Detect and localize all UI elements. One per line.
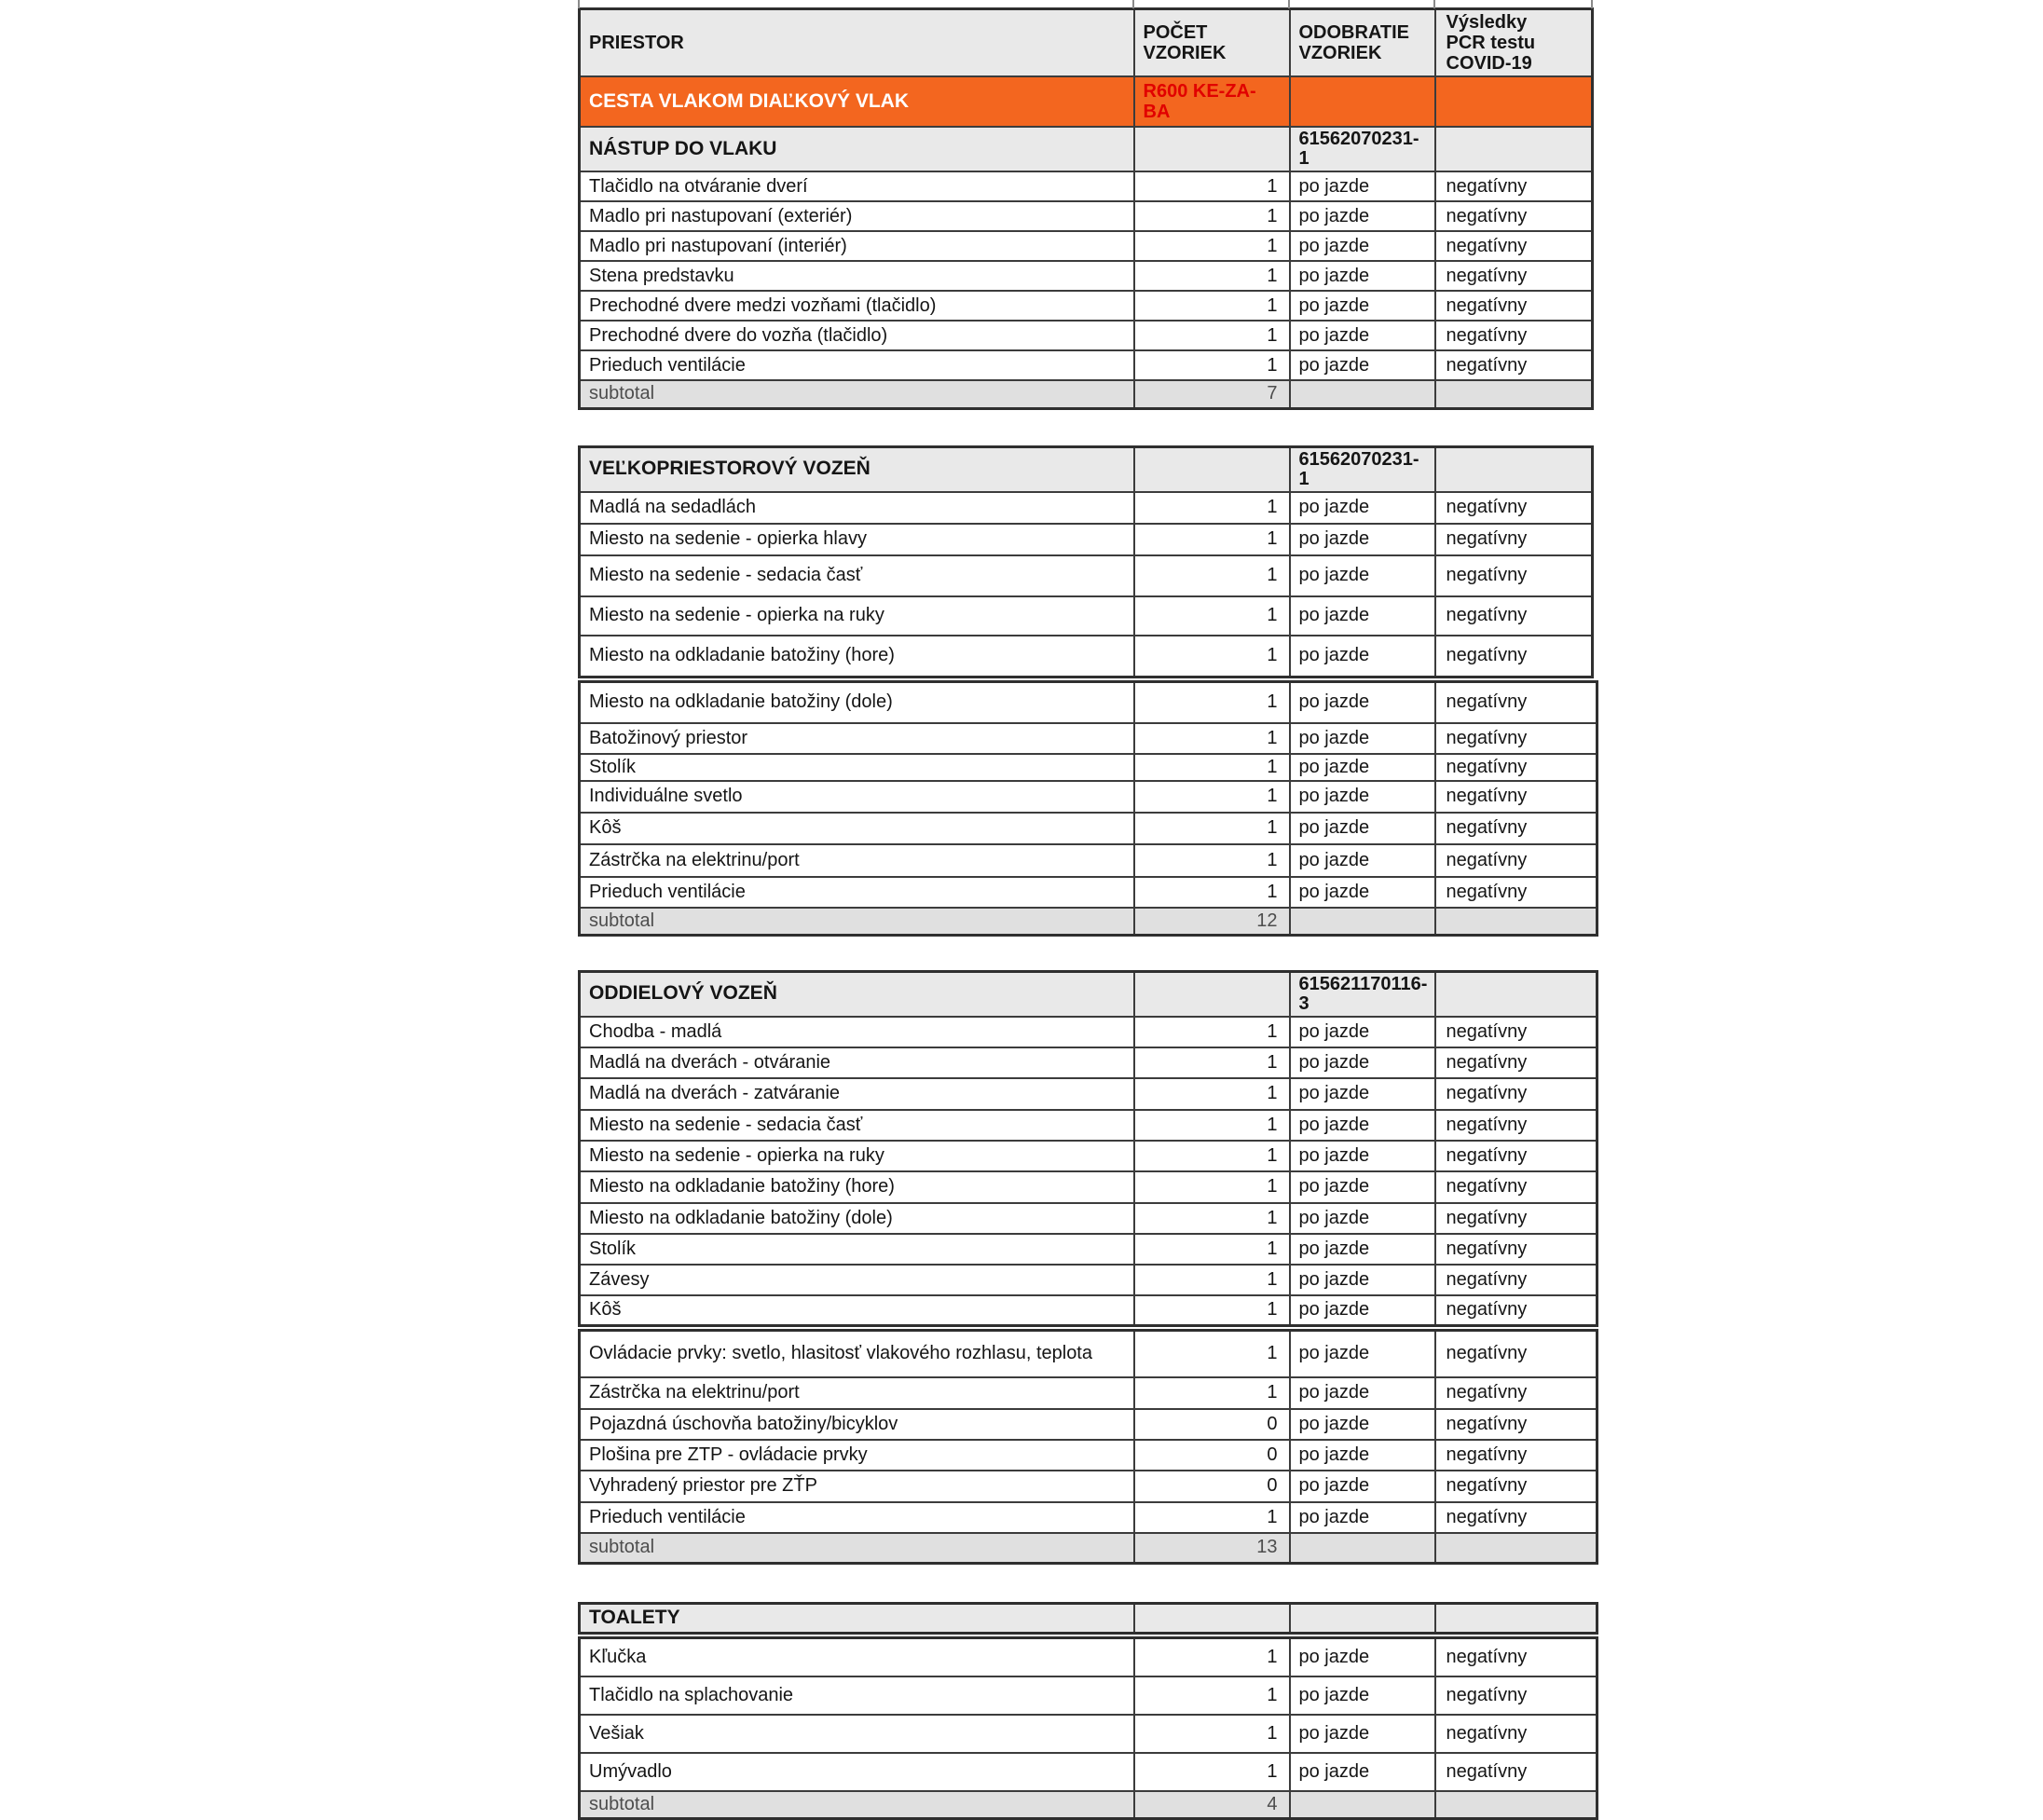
table-row <box>580 1676 1597 1715</box>
section-title: ODDIELOVÝ VOZEŇ <box>580 971 1134 1017</box>
sampling-time: po jazde <box>1290 844 1435 877</box>
sample-count: 1 <box>1134 1234 1290 1265</box>
table-row <box>580 261 1593 291</box>
section-title: NÁSTUP DO VLAKU <box>580 127 1134 171</box>
sampling-time: po jazde <box>1290 1331 1435 1377</box>
pcr-result: negatívny <box>1435 1440 1597 1471</box>
pcr-result: negatívny <box>1435 291 1593 321</box>
item-label: Madlá na sedadlách <box>580 492 1134 524</box>
table-row <box>580 1017 1597 1047</box>
sample-count: 1 <box>1134 1203 1290 1234</box>
sample-count: 1 <box>1134 844 1290 877</box>
subtotal-label: subtotal <box>580 1533 1134 1564</box>
table-row <box>580 1409 1597 1440</box>
sample-count: 1 <box>1134 1110 1290 1141</box>
section-header-row <box>580 971 1597 1017</box>
table-row <box>580 1753 1597 1791</box>
sample-id <box>1290 1604 1435 1634</box>
item-label: Miesto na sedenie - opierka hlavy <box>580 524 1134 555</box>
item-label: Miesto na sedenie - opierka na ruky <box>580 1141 1134 1171</box>
section-table <box>578 680 1598 937</box>
subtotal-empty-cell <box>1435 1533 1597 1564</box>
section-title: VEĽKOPRIESTOROVÝ VOZEŇ <box>580 446 1134 492</box>
subtotal-row <box>580 380 1593 408</box>
sample-count: 1 <box>1134 1502 1290 1533</box>
item-label: Ovládacie prvky: svetlo, hlasitosť vlakového rozhlasu, teplota <box>580 1331 1134 1377</box>
pcr-result: negatívny <box>1435 1471 1597 1502</box>
pcr-result: negatívny <box>1435 813 1597 844</box>
sampling-time: po jazde <box>1290 1471 1435 1502</box>
cut-border-stub <box>1132 0 1134 8</box>
pcr-result: negatívny <box>1435 1047 1597 1078</box>
item-label: Individuálne svetlo <box>580 781 1134 813</box>
train-route-title: CESTA VLAKOM DIAĽKOVÝ VLAK <box>580 76 1134 127</box>
section-header-row <box>580 127 1593 171</box>
table-row <box>580 781 1597 813</box>
table-row <box>580 1295 1597 1326</box>
title-row <box>580 76 1593 127</box>
item-label: Kľučka <box>580 1638 1134 1676</box>
section-title: TOALETY <box>580 1604 1134 1634</box>
section-header-row <box>580 446 1593 492</box>
sample-count: 1 <box>1134 1171 1290 1203</box>
sampling-time: po jazde <box>1290 1265 1435 1295</box>
pcr-result: negatívny <box>1435 1409 1597 1440</box>
sampling-time: po jazde <box>1290 1676 1435 1715</box>
sampling-time: po jazde <box>1290 261 1435 291</box>
item-label: Prieduch ventilácie <box>580 877 1134 908</box>
item-label: Tlačidlo na otváranie dverí <box>580 171 1134 201</box>
pcr-result: negatívny <box>1435 1331 1597 1377</box>
item-label: Miesto na sedenie - sedacia časť <box>580 1110 1134 1141</box>
sample-count: 1 <box>1134 261 1290 291</box>
section-table <box>578 445 1594 679</box>
sample-count: 1 <box>1134 291 1290 321</box>
table-row <box>580 1234 1597 1265</box>
table-row <box>580 201 1593 231</box>
pcr-result: negatívny <box>1435 636 1593 677</box>
table-row <box>580 231 1593 261</box>
pcr-result: negatívny <box>1435 231 1593 261</box>
sampling-time: po jazde <box>1290 1753 1435 1791</box>
pcr-result: negatívny <box>1435 350 1593 380</box>
sample-count: 1 <box>1134 1295 1290 1326</box>
sample-count: 1 <box>1134 350 1290 380</box>
table-row <box>580 1141 1597 1171</box>
sampling-time: po jazde <box>1290 754 1435 781</box>
sampling-time: po jazde <box>1290 231 1435 261</box>
sampling-time: po jazde <box>1290 877 1435 908</box>
sampling-time: po jazde <box>1290 1440 1435 1471</box>
pcr-result: negatívny <box>1435 1715 1597 1753</box>
sampling-time: po jazde <box>1290 291 1435 321</box>
sample-count: 1 <box>1134 524 1290 555</box>
section-table <box>578 970 1598 1328</box>
section-table <box>578 1329 1598 1565</box>
sample-count: 0 <box>1134 1440 1290 1471</box>
subtotal-empty-cell <box>1290 1791 1435 1819</box>
sample-count: 1 <box>1134 723 1290 754</box>
item-label: Závesy <box>580 1265 1134 1295</box>
sampling-time: po jazde <box>1290 813 1435 844</box>
table-row <box>580 1715 1597 1753</box>
table-row <box>580 1110 1597 1141</box>
subtotal-empty-cell <box>1435 908 1597 936</box>
sample-count: 1 <box>1134 754 1290 781</box>
sampling-time: po jazde <box>1290 636 1435 677</box>
table-row <box>580 877 1597 908</box>
sample-count: 1 <box>1134 231 1290 261</box>
sampling-time: po jazde <box>1290 1295 1435 1326</box>
item-label: Tlačidlo na splachovanie <box>580 1676 1134 1715</box>
table-row <box>580 1471 1597 1502</box>
pcr-result: negatívny <box>1435 1265 1597 1295</box>
sampling-time: po jazde <box>1290 1047 1435 1078</box>
section-empty-cell <box>1435 971 1597 1017</box>
subtotal-empty-cell <box>1290 908 1435 936</box>
section-empty-cell <box>1435 127 1593 171</box>
item-label: Miesto na odkladanie batožiny (dole) <box>580 682 1134 723</box>
item-label: Vyhradený priestor pre ZŤP <box>580 1471 1134 1502</box>
table-row <box>580 555 1593 596</box>
section-header-row <box>580 1604 1597 1634</box>
pcr-result: negatívny <box>1435 261 1593 291</box>
sample-count: 1 <box>1134 201 1290 231</box>
title-empty-cell <box>1435 76 1593 127</box>
item-label: Kôš <box>580 813 1134 844</box>
pcr-result: negatívny <box>1435 754 1597 781</box>
cut-border-stub <box>578 0 580 8</box>
pcr-result: negatívny <box>1435 596 1593 636</box>
pcr-result: negatívny <box>1435 201 1593 231</box>
header-row <box>580 9 1593 77</box>
item-label: Miesto na odkladanie batožiny (hore) <box>580 636 1134 677</box>
table-row <box>580 1265 1597 1295</box>
table-row <box>580 291 1593 321</box>
item-label: Zástrčka na elektrinu/port <box>580 1377 1134 1409</box>
pcr-result: negatívny <box>1435 524 1593 555</box>
table-blocks <box>578 7 1622 1820</box>
table-row <box>580 1440 1597 1471</box>
table-row <box>580 1078 1597 1110</box>
title-empty-cell <box>1290 76 1435 127</box>
section-empty-cell <box>1134 446 1290 492</box>
pcr-result: negatívny <box>1435 877 1597 908</box>
table-row <box>580 813 1597 844</box>
table-row <box>580 636 1593 677</box>
sampling-time: po jazde <box>1290 492 1435 524</box>
item-label: Pojazdná úschovňa batožiny/bicyklov <box>580 1409 1134 1440</box>
sampling-time: po jazde <box>1290 1377 1435 1409</box>
sampling-time: po jazde <box>1290 555 1435 596</box>
sample-count: 1 <box>1134 555 1290 596</box>
item-label: Vešiak <box>580 1715 1134 1753</box>
item-label: Plošina pre ZTP - ovládacie prvky <box>580 1440 1134 1471</box>
column-header: ODOBRATIE VZORIEK <box>1290 9 1435 77</box>
pcr-result: negatívny <box>1435 781 1597 813</box>
subtotal-empty-cell <box>1435 1791 1597 1819</box>
pcr-result: negatívny <box>1435 1638 1597 1676</box>
sampling-time: po jazde <box>1290 201 1435 231</box>
section-empty-cell <box>1134 127 1290 171</box>
item-label: Miesto na sedenie - opierka na ruky <box>580 596 1134 636</box>
sample-count: 1 <box>1134 1715 1290 1753</box>
sample-count: 1 <box>1134 1141 1290 1171</box>
sample-count: 0 <box>1134 1471 1290 1502</box>
sample-id: 61562070231-1 <box>1290 127 1435 171</box>
sample-count: 1 <box>1134 1017 1290 1047</box>
table-row <box>580 682 1597 723</box>
section-empty-cell <box>1134 971 1290 1017</box>
subtotal-value: 13 <box>1134 1533 1290 1564</box>
sample-count: 1 <box>1134 1638 1290 1676</box>
subtotal-label: subtotal <box>580 1791 1134 1819</box>
item-label: Umývadlo <box>580 1753 1134 1791</box>
table-row <box>580 321 1593 350</box>
section-table <box>578 1636 1598 1820</box>
section-empty-cell <box>1134 1604 1290 1634</box>
sampling-time: po jazde <box>1290 321 1435 350</box>
sampling-time: po jazde <box>1290 1715 1435 1753</box>
pcr-result: negatívny <box>1435 1078 1597 1110</box>
item-label: Stolík <box>580 1234 1134 1265</box>
sampling-time: po jazde <box>1290 596 1435 636</box>
sample-count: 1 <box>1134 321 1290 350</box>
sample-count: 1 <box>1134 1331 1290 1377</box>
sample-count: 1 <box>1134 171 1290 201</box>
table-row <box>580 1377 1597 1409</box>
sample-count: 1 <box>1134 492 1290 524</box>
covid-test-report-table <box>578 0 1622 1820</box>
subtotal-row <box>580 1533 1597 1564</box>
table-row <box>580 1502 1597 1533</box>
table-row <box>580 596 1593 636</box>
sampling-time: po jazde <box>1290 350 1435 380</box>
pcr-result: negatívny <box>1435 1110 1597 1141</box>
sample-count: 1 <box>1134 636 1290 677</box>
pcr-result: negatívny <box>1435 844 1597 877</box>
item-label: Stena predstavku <box>580 261 1134 291</box>
pcr-result: negatívny <box>1435 171 1593 201</box>
sample-count: 1 <box>1134 813 1290 844</box>
item-label: Prechodné dvere medzi vozňami (tlačidlo) <box>580 291 1134 321</box>
sampling-time: po jazde <box>1290 723 1435 754</box>
item-label: Kôš <box>580 1295 1134 1326</box>
pcr-result: negatívny <box>1435 723 1597 754</box>
column-header: POČET VZORIEK <box>1134 9 1290 77</box>
sample-count: 1 <box>1134 596 1290 636</box>
table-row <box>580 1171 1597 1203</box>
sample-count: 1 <box>1134 1676 1290 1715</box>
subtotal-empty-cell <box>1290 1533 1435 1564</box>
sample-count: 1 <box>1134 781 1290 813</box>
sample-count: 1 <box>1134 1047 1290 1078</box>
subtotal-label: subtotal <box>580 908 1134 936</box>
sampling-time: po jazde <box>1290 1409 1435 1440</box>
table-row <box>580 754 1597 781</box>
cut-border-stub <box>1288 0 1290 8</box>
item-label: Prieduch ventilácie <box>580 350 1134 380</box>
sampling-time: po jazde <box>1290 1203 1435 1234</box>
column-header: PRIESTOR <box>580 9 1134 77</box>
pcr-result: negatívny <box>1435 1676 1597 1715</box>
subtotal-value: 7 <box>1134 380 1290 408</box>
sampling-time: po jazde <box>1290 1141 1435 1171</box>
sampling-time: po jazde <box>1290 781 1435 813</box>
sample-count: 1 <box>1134 1753 1290 1791</box>
item-label: Madlo pri nastupovaní (interiér) <box>580 231 1134 261</box>
subtotal-empty-cell <box>1290 380 1435 408</box>
sampling-time: po jazde <box>1290 682 1435 723</box>
pcr-result: negatívny <box>1435 321 1593 350</box>
sampling-time: po jazde <box>1290 1110 1435 1141</box>
sample-id: 61562070231-1 <box>1290 446 1435 492</box>
item-label: Madlo pri nastupovaní (exteriér) <box>580 201 1134 231</box>
item-label: Prechodné dvere do vozňa (tlačidlo) <box>580 321 1134 350</box>
sample-count: 1 <box>1134 1377 1290 1409</box>
sample-count: 0 <box>1134 1409 1290 1440</box>
sampling-time: po jazde <box>1290 1638 1435 1676</box>
sampling-time: po jazde <box>1290 1017 1435 1047</box>
subtotal-row <box>580 908 1597 936</box>
pcr-result: negatívny <box>1435 1295 1597 1326</box>
subtotal-label: subtotal <box>580 380 1134 408</box>
subtotal-row <box>580 1791 1597 1819</box>
sample-count: 1 <box>1134 877 1290 908</box>
section-empty-cell <box>1435 1604 1597 1634</box>
pcr-result: negatívny <box>1435 1234 1597 1265</box>
section-table <box>578 7 1594 410</box>
sampling-time: po jazde <box>1290 1078 1435 1110</box>
sample-id: 615621170116-3 <box>1290 971 1435 1017</box>
section-empty-cell <box>1435 446 1593 492</box>
pcr-result: negatívny <box>1435 555 1593 596</box>
column-header: Výsledky PCR testu COVID-19 <box>1435 9 1593 77</box>
item-label: Miesto na odkladanie batožiny (dole) <box>580 1203 1134 1234</box>
item-label: Zástrčka na elektrinu/port <box>580 844 1134 877</box>
sampling-time: po jazde <box>1290 1502 1435 1533</box>
subtotal-value: 12 <box>1134 908 1290 936</box>
cut-border-stub <box>1591 0 1593 8</box>
table-row <box>580 492 1593 524</box>
item-label: Chodba - madlá <box>580 1017 1134 1047</box>
item-label: Madlá na dverách - zatváranie <box>580 1078 1134 1110</box>
sampling-time: po jazde <box>1290 524 1435 555</box>
pcr-result: negatívny <box>1435 1377 1597 1409</box>
table-row <box>580 723 1597 754</box>
table-row <box>580 171 1593 201</box>
pcr-result: negatívny <box>1435 1171 1597 1203</box>
pcr-result: negatívny <box>1435 1203 1597 1234</box>
sampling-time: po jazde <box>1290 1234 1435 1265</box>
subtotal-empty-cell <box>1435 380 1593 408</box>
item-label: Prieduch ventilácie <box>580 1502 1134 1533</box>
table-row <box>580 844 1597 877</box>
table-row <box>580 1638 1597 1676</box>
item-label: Madlá na dverách - otváranie <box>580 1047 1134 1078</box>
subtotal-value: 4 <box>1134 1791 1290 1819</box>
pcr-result: negatívny <box>1435 682 1597 723</box>
train-number: R600 KE-ZA-BA <box>1134 76 1290 127</box>
section-table <box>578 1602 1598 1635</box>
table-row <box>580 1203 1597 1234</box>
item-label: Batožinový priestor <box>580 723 1134 754</box>
table-row <box>580 1047 1597 1078</box>
item-label: Miesto na sedenie - sedacia časť <box>580 555 1134 596</box>
sampling-time: po jazde <box>1290 1171 1435 1203</box>
sample-count: 1 <box>1134 1265 1290 1295</box>
sample-count: 1 <box>1134 682 1290 723</box>
sample-count: 1 <box>1134 1078 1290 1110</box>
item-label: Miesto na odkladanie batožiny (hore) <box>580 1171 1134 1203</box>
pcr-result: negatívny <box>1435 492 1593 524</box>
item-label: Stolík <box>580 754 1134 781</box>
pcr-result: negatívny <box>1435 1141 1597 1171</box>
pcr-result: negatívny <box>1435 1017 1597 1047</box>
table-row <box>580 524 1593 555</box>
pcr-result: negatívny <box>1435 1753 1597 1791</box>
sampling-time: po jazde <box>1290 171 1435 201</box>
table-row <box>580 1331 1597 1377</box>
table-row <box>580 350 1593 380</box>
pcr-result: negatívny <box>1435 1502 1597 1533</box>
cut-border-stub <box>1433 0 1435 8</box>
